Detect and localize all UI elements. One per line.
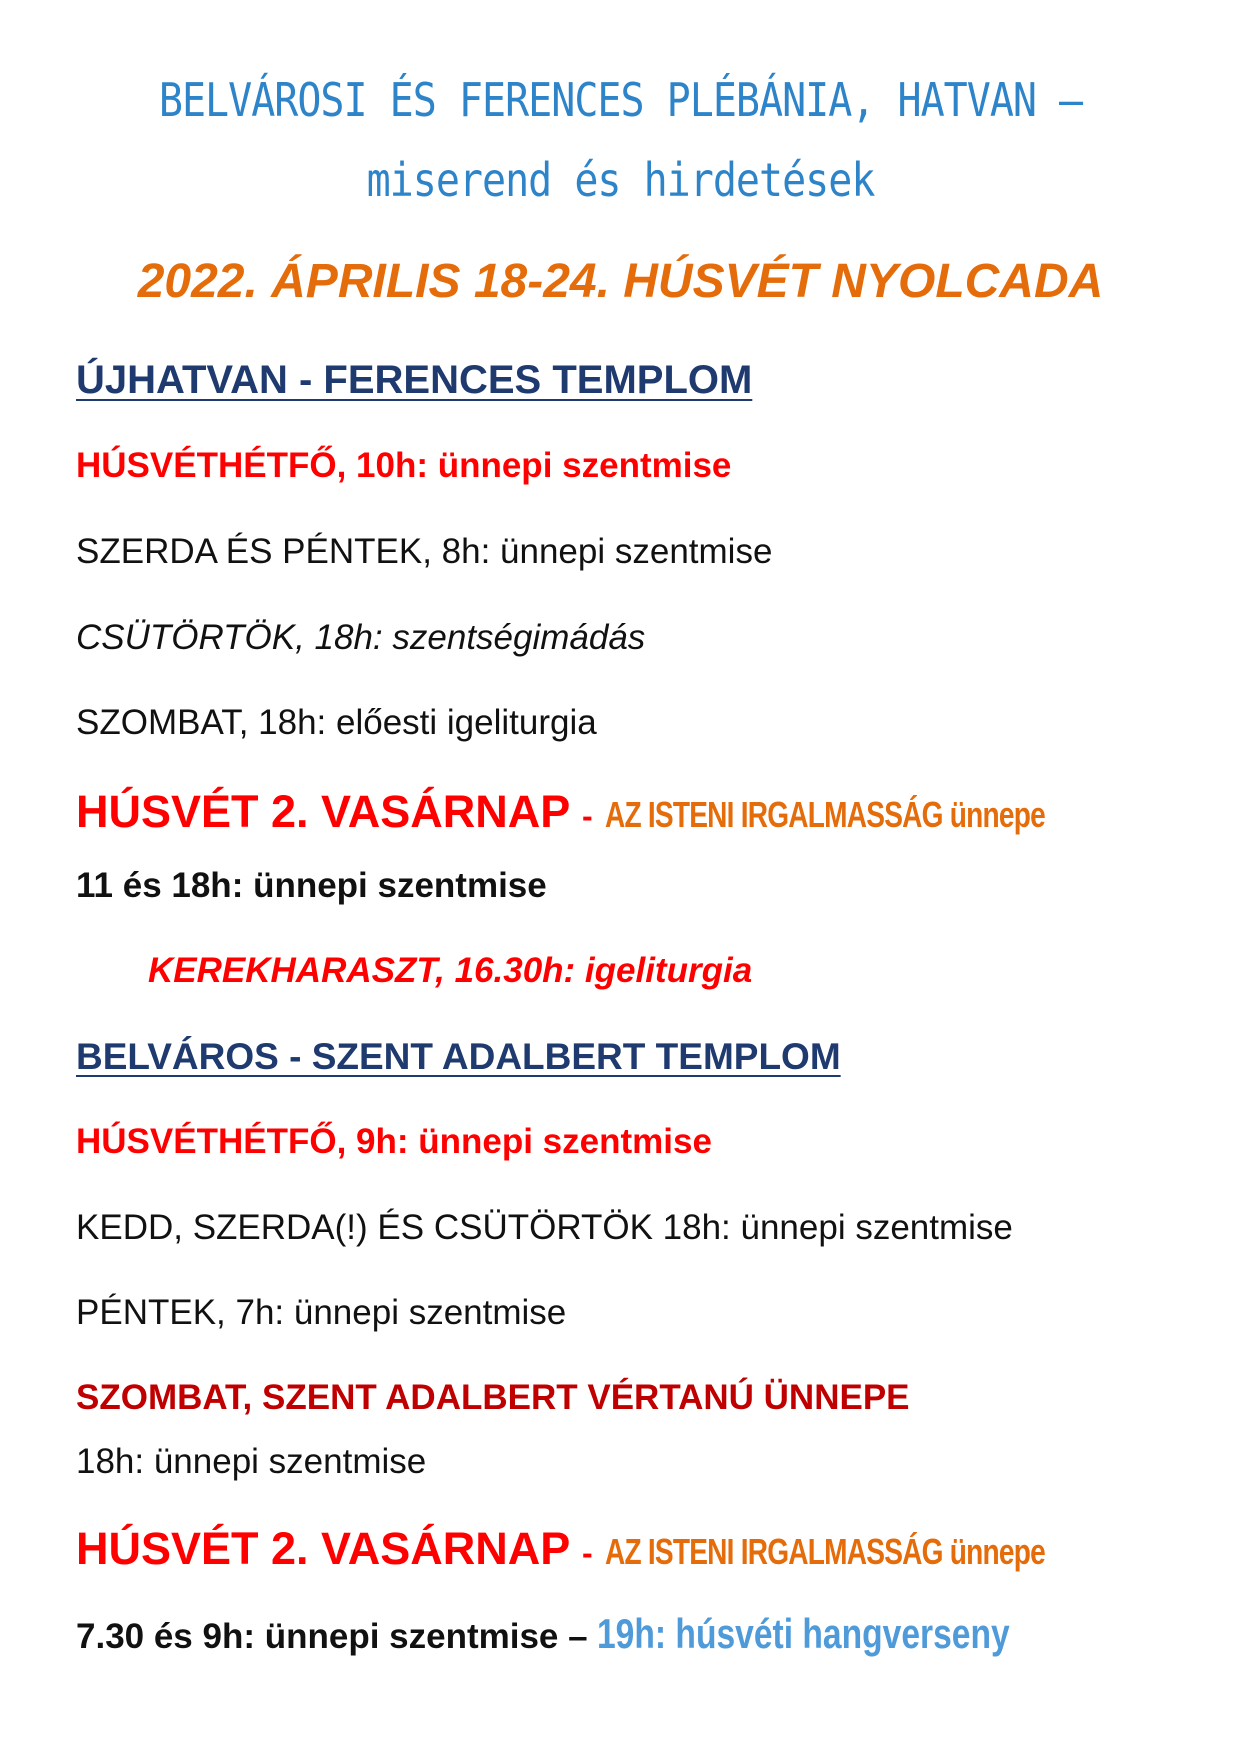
ujhatvan-thursday: CSÜTÖRTÖK, 18h: szentségimádás xyxy=(76,618,646,657)
belvaros-friday: PÉNTEK, 7h: ünnepi szentmise xyxy=(76,1293,567,1332)
ujhatvan-sunday-dash: - xyxy=(581,798,593,834)
kerekharaszt-line: KEREKHARASZT, 16.30h: igeliturgia xyxy=(148,951,753,990)
belvaros-sunday-dash: - xyxy=(581,1535,593,1571)
belvaros-saturday-mass: 18h: ünnepi szentmise xyxy=(76,1442,427,1481)
ujhatvan-sunday-line xyxy=(76,786,1169,838)
belvaros-saturday-feast: SZOMBAT, SZENT ADALBERT VÉRTANÚ ÜNNEPE xyxy=(76,1378,910,1417)
belvaros-sunday-masses-line xyxy=(76,1610,1113,1658)
ujhatvan-sunday-title: HÚSVÉT 2. VASÁRNAP xyxy=(76,786,570,837)
belvaros-sunday-title: HÚSVÉT 2. VASÁRNAP xyxy=(76,1523,570,1574)
concert-announcement: 19h: húsvéti hangverseny xyxy=(597,1610,1011,1657)
ujhatvan-sunday-feast: AZ ISTENI IRGALMASSÁG ünnepe xyxy=(605,794,1046,835)
ujhatvan-monday: HÚSVÉTHÉTFŐ, 10h: ünnepi szentmise xyxy=(76,446,732,485)
belvaros-sunday-line xyxy=(76,1523,1169,1575)
ujhatvan-wed-fri: SZERDA ÉS PÉNTEK, 8h: ünnepi szentmise xyxy=(76,532,773,571)
belvaros-monday: HÚSVÉTHÉTFŐ, 9h: ünnepi szentmise xyxy=(76,1122,712,1161)
week-title: 2022. ÁPRILIS 18-24. HÚSVÉT NYOLCADA xyxy=(137,255,1104,308)
belvaros-heading: BELVÁROS - SZENT ADALBERT TEMPLOM xyxy=(76,1036,841,1077)
belvaros-sunday-feast: AZ ISTENI IRGALMASSÁG ünnepe xyxy=(605,1531,1046,1572)
belvaros-tue-wed-thu: KEDD, SZERDA(!) ÉS CSÜTÖRTÖK 18h: ünnepi szentmise xyxy=(76,1208,1013,1247)
ujhatvan-sunday-masses: 11 és 18h: ünnepi szentmise xyxy=(76,866,547,905)
parish-subtitle: miserend és hirdetések xyxy=(366,154,875,208)
ujhatvan-saturday: SZOMBAT, 18h: előesti igeliturgia xyxy=(76,703,597,742)
parish-title: BELVÁROSI ÉS FERENCES PLÉBÁNIA, HATVAN – xyxy=(158,74,1083,128)
ujhatvan-heading: ÚJHATVAN - FERENCES TEMPLOM xyxy=(76,358,753,402)
belvaros-sunday-masses: 7.30 és 9h: ünnepi szentmise – xyxy=(76,1617,588,1656)
